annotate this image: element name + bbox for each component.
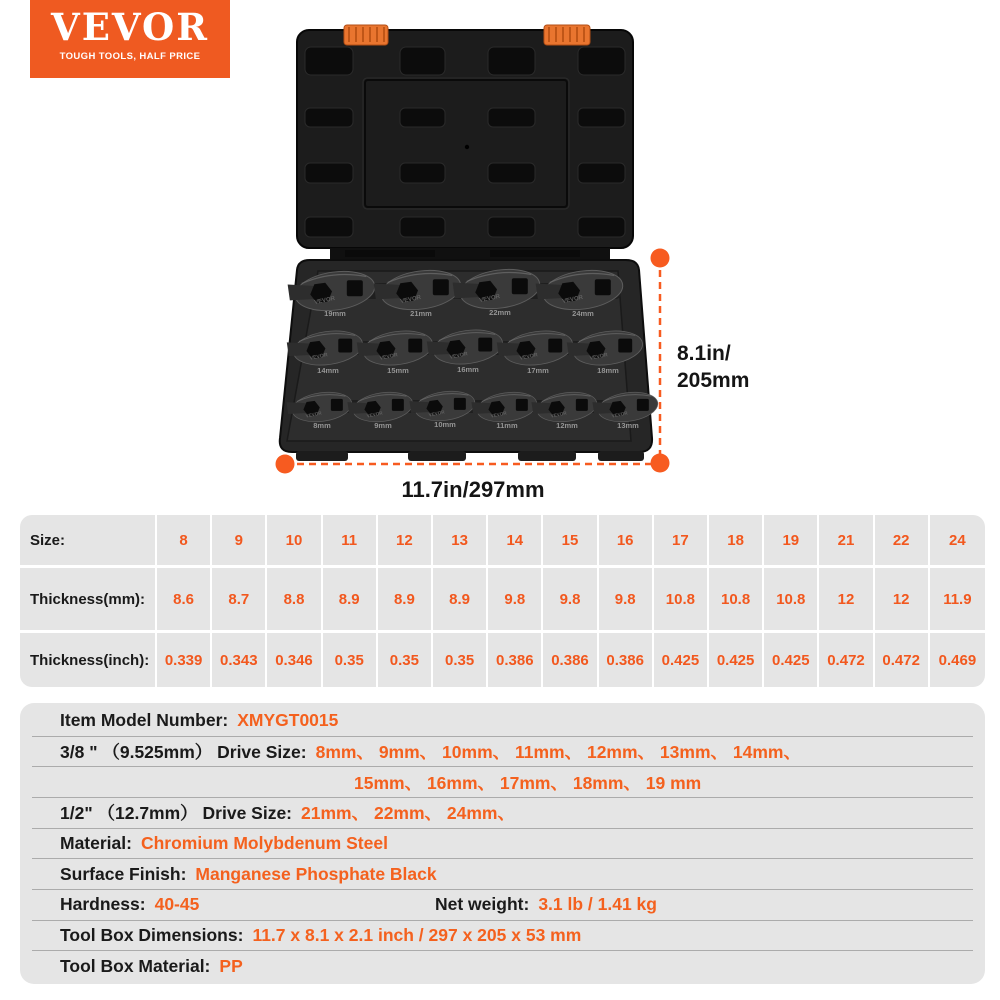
wrench-size-label: 12mm xyxy=(556,421,578,430)
spec-row-box-material xyxy=(32,951,973,981)
spec-value: Chromium Molybdenum Steel xyxy=(140,833,388,854)
wrench-size-label: 18mm xyxy=(597,366,619,375)
lid-latch-left xyxy=(344,25,388,45)
wrench-size-label: 21mm xyxy=(410,309,432,318)
spec-net-weight xyxy=(435,890,657,920)
spec-label: Item Model Number: xyxy=(60,710,229,731)
spec-value: 21mm、 22mm、 24mm、 xyxy=(301,803,515,824)
svg-text:VEVOR: VEVOR xyxy=(379,352,399,362)
svg-text:VEVOR: VEVOR xyxy=(449,351,469,361)
lid-latch-right xyxy=(544,25,590,45)
spec-label: 1/2" （12.7mm） Drive Size: xyxy=(60,803,293,824)
spec-label: 3/8 " （9.525mm） Drive Size: xyxy=(60,742,307,762)
spec-row-drive-12 xyxy=(32,798,973,829)
size-thickness-table xyxy=(20,515,985,687)
svg-text:VEVOR: VEVOR xyxy=(550,410,568,419)
spec-value: 3.1 lb / 1.41 kg xyxy=(538,894,657,915)
table-row-size: Size: 8 9 10 11 12 13 14 15 16 17 18 19 21 22 24 xyxy=(20,515,985,568)
svg-text:VEVOR: VEVOR xyxy=(305,410,323,419)
spec-label: Tool Box Material: xyxy=(60,955,211,976)
wrench-size-label: 9mm xyxy=(374,421,392,430)
spec-row-surface-finish xyxy=(32,859,973,890)
spec-label: Tool Box Dimensions: xyxy=(60,925,244,946)
table-row-thickness-inch: Thickness(inch): 0.339 0.343 0.346 0.35 0.35 0.35 0.386 0.386 0.386 0.425 0.425 0.425 0.472 0.472 0.469 xyxy=(20,633,985,687)
svg-text:VEVOR: VEVOR xyxy=(490,410,508,419)
row-header: Size: xyxy=(20,515,157,565)
width-dimension-label: 11.7in/297mm xyxy=(401,477,545,502)
dimension-dot xyxy=(651,454,670,473)
svg-text:VEVOR: VEVOR xyxy=(589,352,609,362)
svg-text:VEVOR: VEVOR xyxy=(428,409,446,418)
wrench-size-label: 19mm xyxy=(324,309,346,318)
svg-text:VEVOR: VEVOR xyxy=(399,294,422,306)
table-row-thickness-mm: Thickness(mm): 8.6 8.7 8.8 8.9 8.9 8.9 9.8 9.8 9.8 10.8 10.8 10.8 12 12 11.9 xyxy=(20,568,985,633)
dimension-dot xyxy=(276,455,295,474)
spec-label: Net weight: xyxy=(435,894,530,915)
spec-value: XMYGT0015 xyxy=(237,710,339,731)
wrench-size-label: 22mm xyxy=(489,308,511,317)
spec-value: Manganese Phosphate Black xyxy=(195,863,437,884)
svg-text:VEVOR: VEVOR xyxy=(366,410,384,419)
spec-value: 15mm、 16mm、 17mm、 18mm、 19 mm xyxy=(354,772,702,793)
wrench-size-label: 16mm xyxy=(457,365,479,374)
wrench-size-label: 17mm xyxy=(527,366,549,375)
wrench-size-label: 15mm xyxy=(387,366,409,375)
spec-value: 40-45 xyxy=(154,894,200,915)
wrench-size-label: 11mm xyxy=(496,421,518,430)
svg-text:VEVOR: VEVOR xyxy=(561,294,584,306)
spec-label: Hardness: xyxy=(60,894,146,915)
spec-row-drive-38-continued xyxy=(32,767,973,798)
dimension-dot xyxy=(651,249,670,268)
brand-name: VEVOR xyxy=(51,5,209,49)
height-dimension-label: 8.1in/ xyxy=(677,342,731,365)
height-dimension-label: 205mm xyxy=(677,369,750,392)
spec-value: 8mm、 9mm、 10mm、 11mm、 12mm、 13mm、 14mm、 xyxy=(315,742,801,762)
svg-text:VEVOR: VEVOR xyxy=(478,293,501,305)
row-header: Thickness(mm): xyxy=(20,568,157,630)
spec-label: Surface Finish: xyxy=(60,863,187,884)
toolbox-hinge xyxy=(330,248,610,260)
spec-value: PP xyxy=(219,955,243,976)
svg-text:VEVOR: VEVOR xyxy=(519,352,539,362)
spec-label: Material: xyxy=(60,833,132,854)
spec-row-drive-38 xyxy=(32,737,973,768)
spec-row-model xyxy=(32,706,973,737)
wrench-size-label: 14mm xyxy=(317,366,339,375)
spec-row-box-dimensions xyxy=(32,921,973,952)
row-header: Thickness(inch): xyxy=(20,633,157,687)
spec-row-material xyxy=(32,829,973,860)
spec-row-hardness-weight xyxy=(32,890,973,921)
wrench-size-label: 24mm xyxy=(572,309,594,318)
wrench-size-label: 13mm xyxy=(617,421,639,430)
toolbox-lid xyxy=(297,25,633,248)
svg-text:VEVOR: VEVOR xyxy=(309,352,329,362)
brand-tagline: TOUGH TOOLS, HALF PRICE xyxy=(59,51,201,62)
wrench-size-label: 10mm xyxy=(434,420,456,429)
specification-panel xyxy=(20,703,985,984)
svg-text:VEVOR: VEVOR xyxy=(611,410,629,419)
spec-value: 11.7 x 8.1 x 2.1 inch / 297 x 205 x 53 mm xyxy=(252,925,582,946)
svg-text:VEVOR: VEVOR xyxy=(313,295,336,307)
wrench-size-label: 8mm xyxy=(313,421,331,430)
